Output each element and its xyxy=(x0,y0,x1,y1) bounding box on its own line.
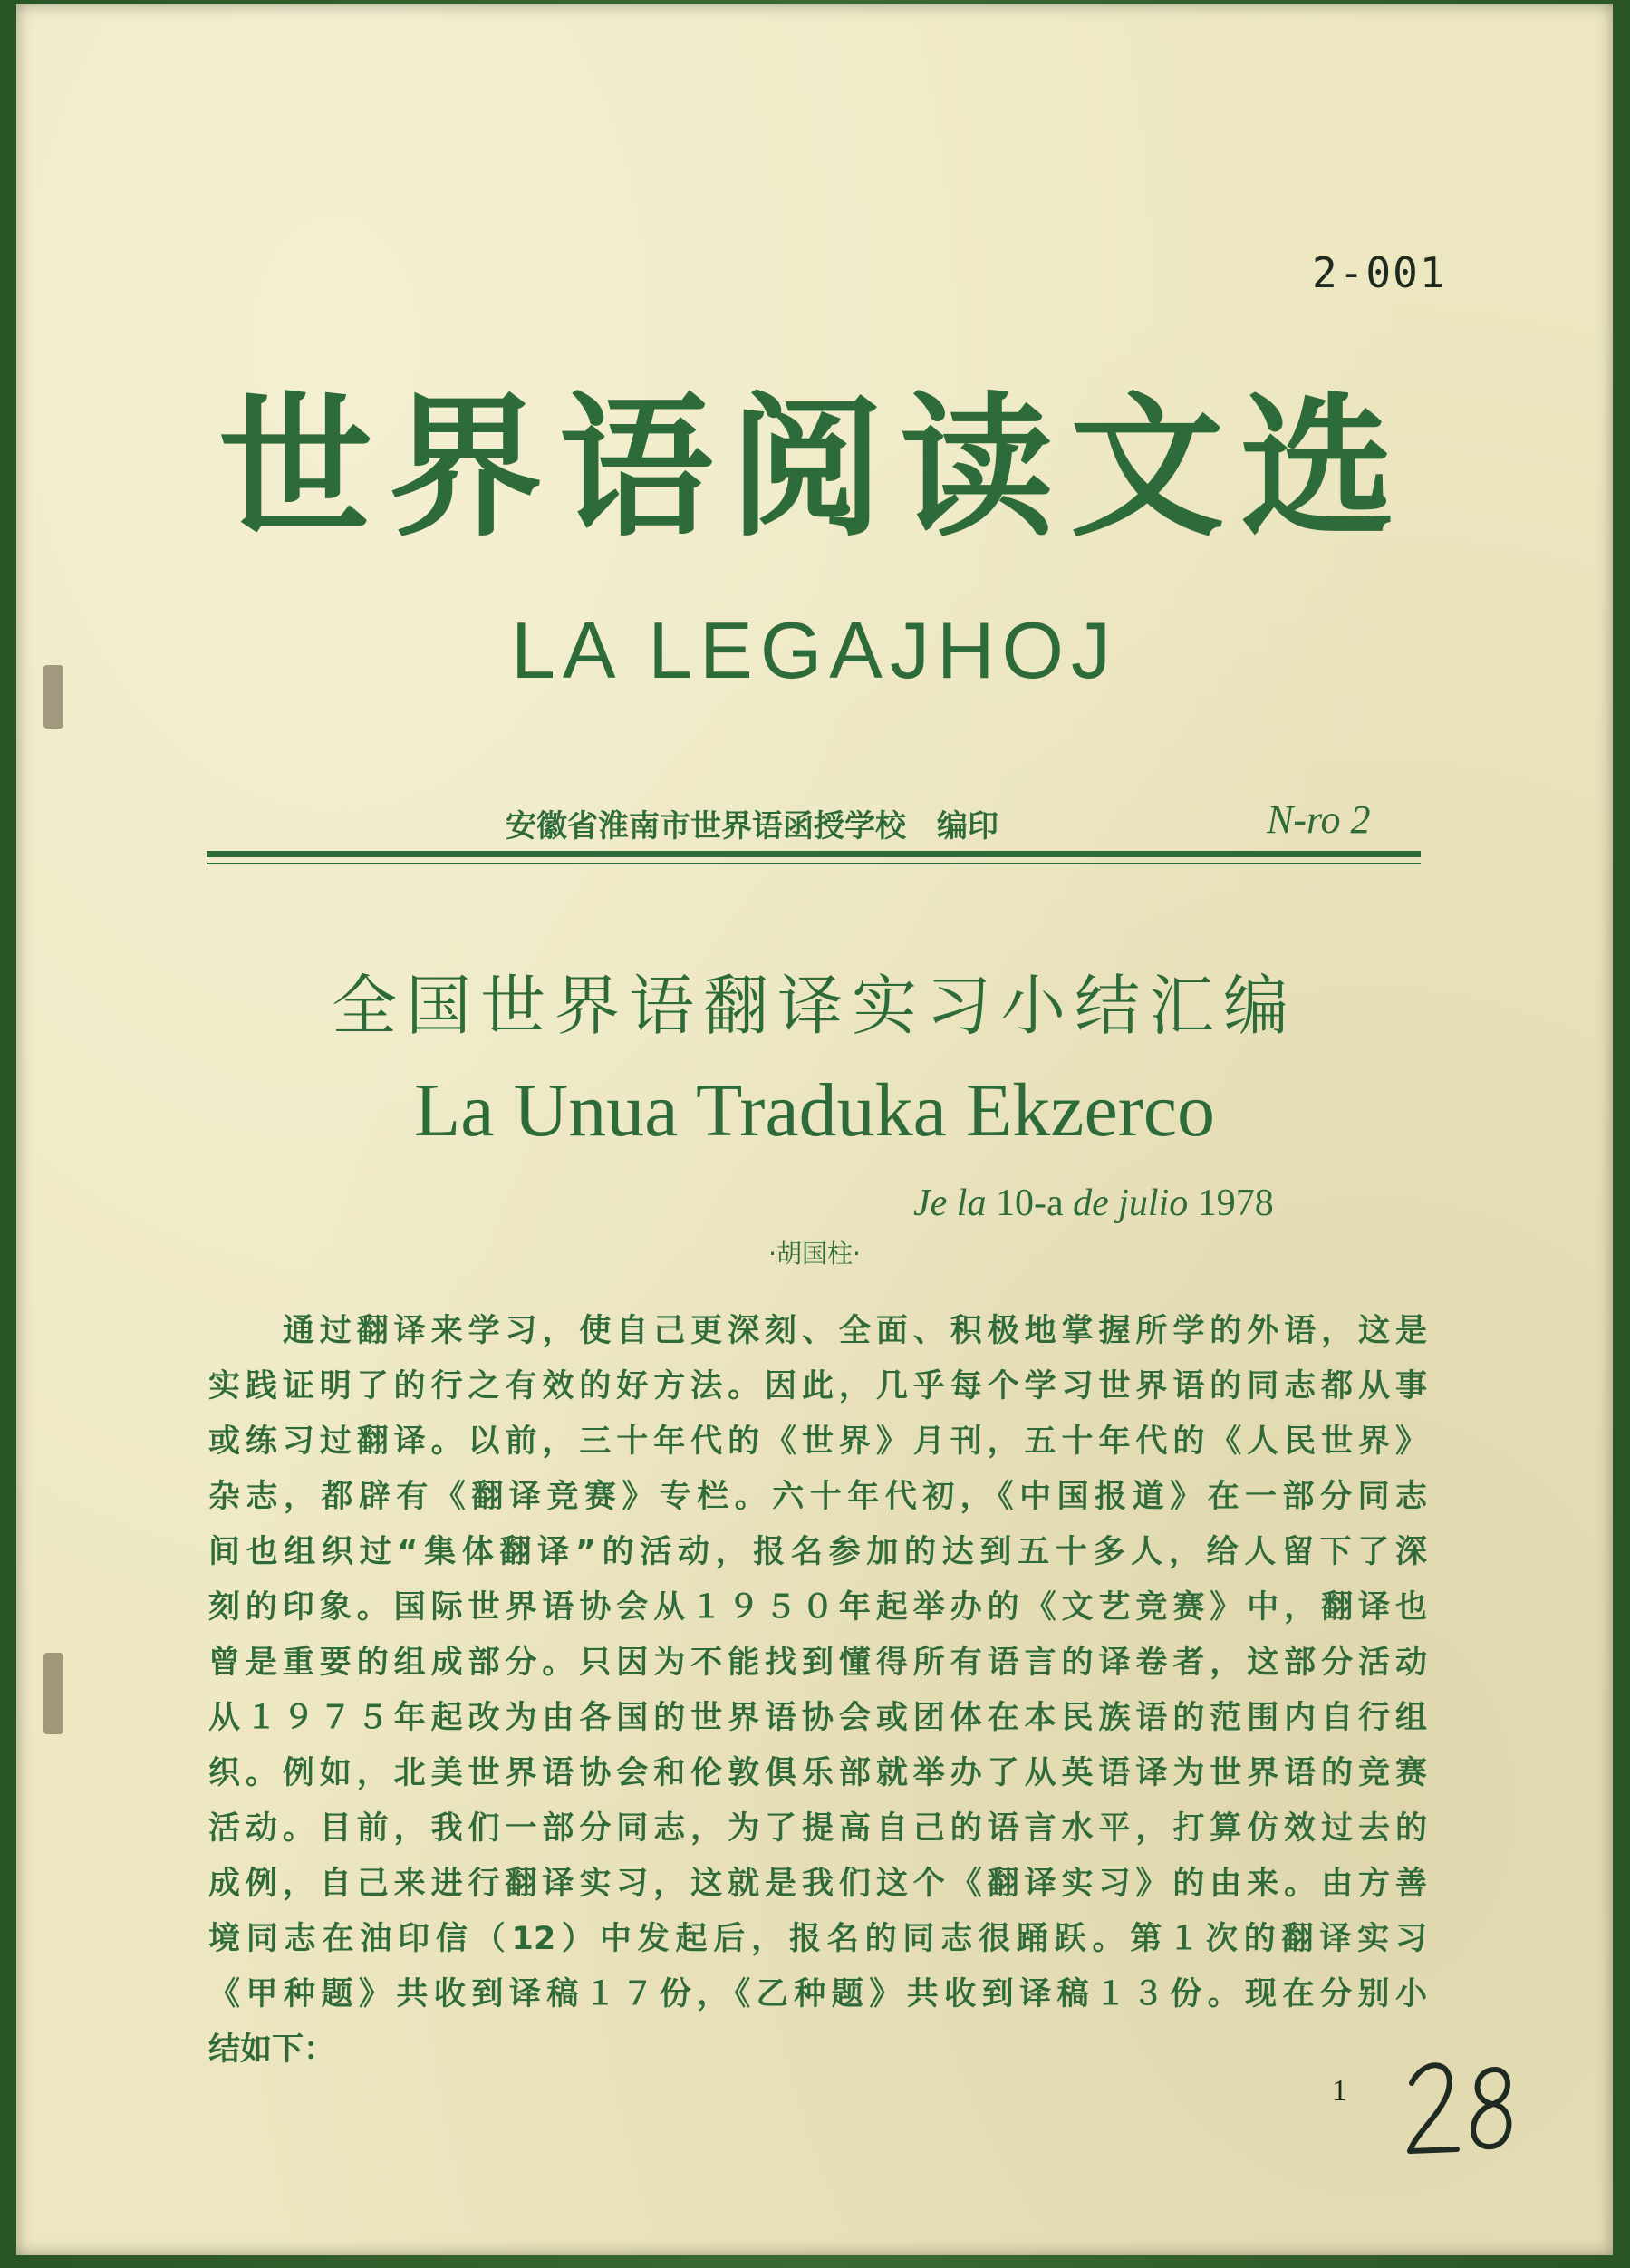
publisher: 安徽省淮南市世界语函授学校 编印 xyxy=(506,808,998,844)
author: ·胡国柱· xyxy=(768,1239,861,1269)
body-line: 境同志在油印信（12）中发起后，报名的同志很踊跃。第１次的翻译实习 xyxy=(208,1921,1427,1957)
header-divider-thin xyxy=(207,863,1421,864)
article-body xyxy=(208,1304,1427,2078)
date-day: 10-a xyxy=(995,1182,1064,1224)
body-line: 实践证明了的行之有效的好方法。因此，几乎每个学习世界语的同志都从事 xyxy=(208,1368,1427,1404)
article-title-esperanto: La Unua Traduka Ekzerco xyxy=(413,1068,1216,1153)
body-line: 活动。目前，我们一部分同志，为了提高自己的语言水平，打算仿效过去的 xyxy=(208,1810,1427,1847)
document-code: 2-001 xyxy=(1312,248,1447,297)
body-line: 结如下： xyxy=(208,2032,336,2068)
date-month: de julio xyxy=(1073,1182,1189,1224)
body-line: 曾是重要的组成部分。只因为不能找到懂得所有语言的译卷者，这部分活动 xyxy=(208,1645,1427,1681)
subtitle: LA LEGAJHOJ xyxy=(510,605,1118,695)
header-divider xyxy=(207,851,1421,857)
body-line: 织。例如，北美世界语协会和伦敦俱乐部就举办了从英语译为世界语的竞赛 xyxy=(208,1755,1427,1791)
body-line: 或练习过翻译。以前，三十年代的《世界》月刊，五十年代的《人民世界》 xyxy=(208,1424,1427,1460)
page-number: 1 xyxy=(1332,2074,1347,2108)
body-line: 《甲种题》共收到译稿１７份，《乙种题》共收到译稿１３份。现在分别小 xyxy=(208,1976,1427,2012)
staple-mark xyxy=(43,1653,63,1734)
date-prefix: Je la xyxy=(913,1182,987,1224)
body-line: 从１９７５年起改为由各国的世界语协会或团体在本民族语的范围内自行组 xyxy=(208,1700,1427,1736)
document-page xyxy=(16,4,1613,2255)
issue-number: N-ro 2 xyxy=(1267,797,1371,842)
article-date xyxy=(913,1182,1274,1225)
body-line: 通过翻译来学习，使自己更深刻、全面、积极地掌握所学的外语，这是 xyxy=(208,1313,1427,1349)
body-line: 成例，自己来进行翻译实习，这就是我们这个《翻译实习》的由来。由方善 xyxy=(208,1866,1427,1902)
body-line: 刻的印象。国际世界语协会从１９５０年起举办的《文艺竞赛》中，翻译也 xyxy=(208,1589,1427,1626)
body-line: 杂志，都辟有《翻译竞赛》专栏。六十年代初，《中国报道》在一部分同志 xyxy=(208,1479,1427,1515)
handwritten-page-number xyxy=(1394,2042,1529,2182)
body-line: 间也组织过“集体翻译”的活动，报名参加的达到五十多人，给人留下了深 xyxy=(208,1534,1427,1570)
date-year: 1978 xyxy=(1197,1182,1274,1224)
main-title: 世界语阅读文选 xyxy=(217,379,1411,558)
handwritten-number-drawing xyxy=(1394,2042,1529,2178)
article-title-chinese: 全国世界语翻译实习小结汇编 xyxy=(331,968,1297,1044)
